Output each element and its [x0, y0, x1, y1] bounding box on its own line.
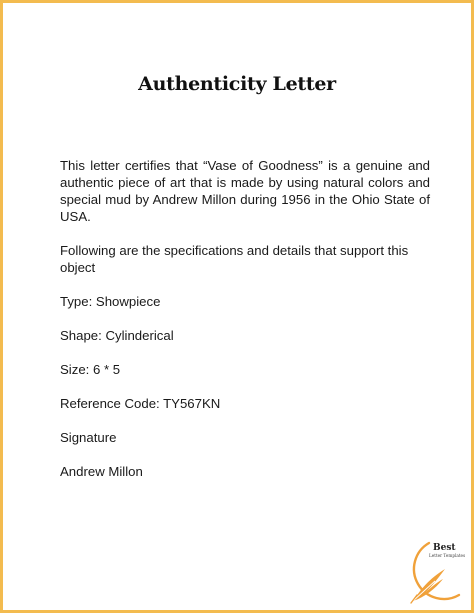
- spec-type: Type: Showpiece: [60, 294, 161, 309]
- intro-paragraph: This letter certifies that “Vase of Goodness” is a genuine and authentic piece of art that is made by using natural colors and special mud by Andrew Millon during 1956 in the Ohio State of USA.: [60, 158, 430, 224]
- letter-body: [60, 157, 430, 497]
- spec-reference: Reference Code: TY567KN: [60, 396, 221, 411]
- specs-intro: Following are the specifications and details that support this object: [60, 243, 409, 275]
- document-title: Authenticity Letter: [138, 73, 336, 95]
- feather-quill-icon: [399, 535, 474, 611]
- signer-name: Andrew Millon: [60, 464, 143, 479]
- spec-shape: Shape: Cylinderical: [60, 328, 174, 343]
- logo-tagline: Letter Templates: [429, 553, 466, 558]
- spec-size: Size: 6 * 5: [60, 362, 121, 377]
- signature-label: Signature: [60, 430, 117, 445]
- logo-name: Best: [433, 543, 456, 553]
- best-letter-templates-logo: [399, 535, 474, 611]
